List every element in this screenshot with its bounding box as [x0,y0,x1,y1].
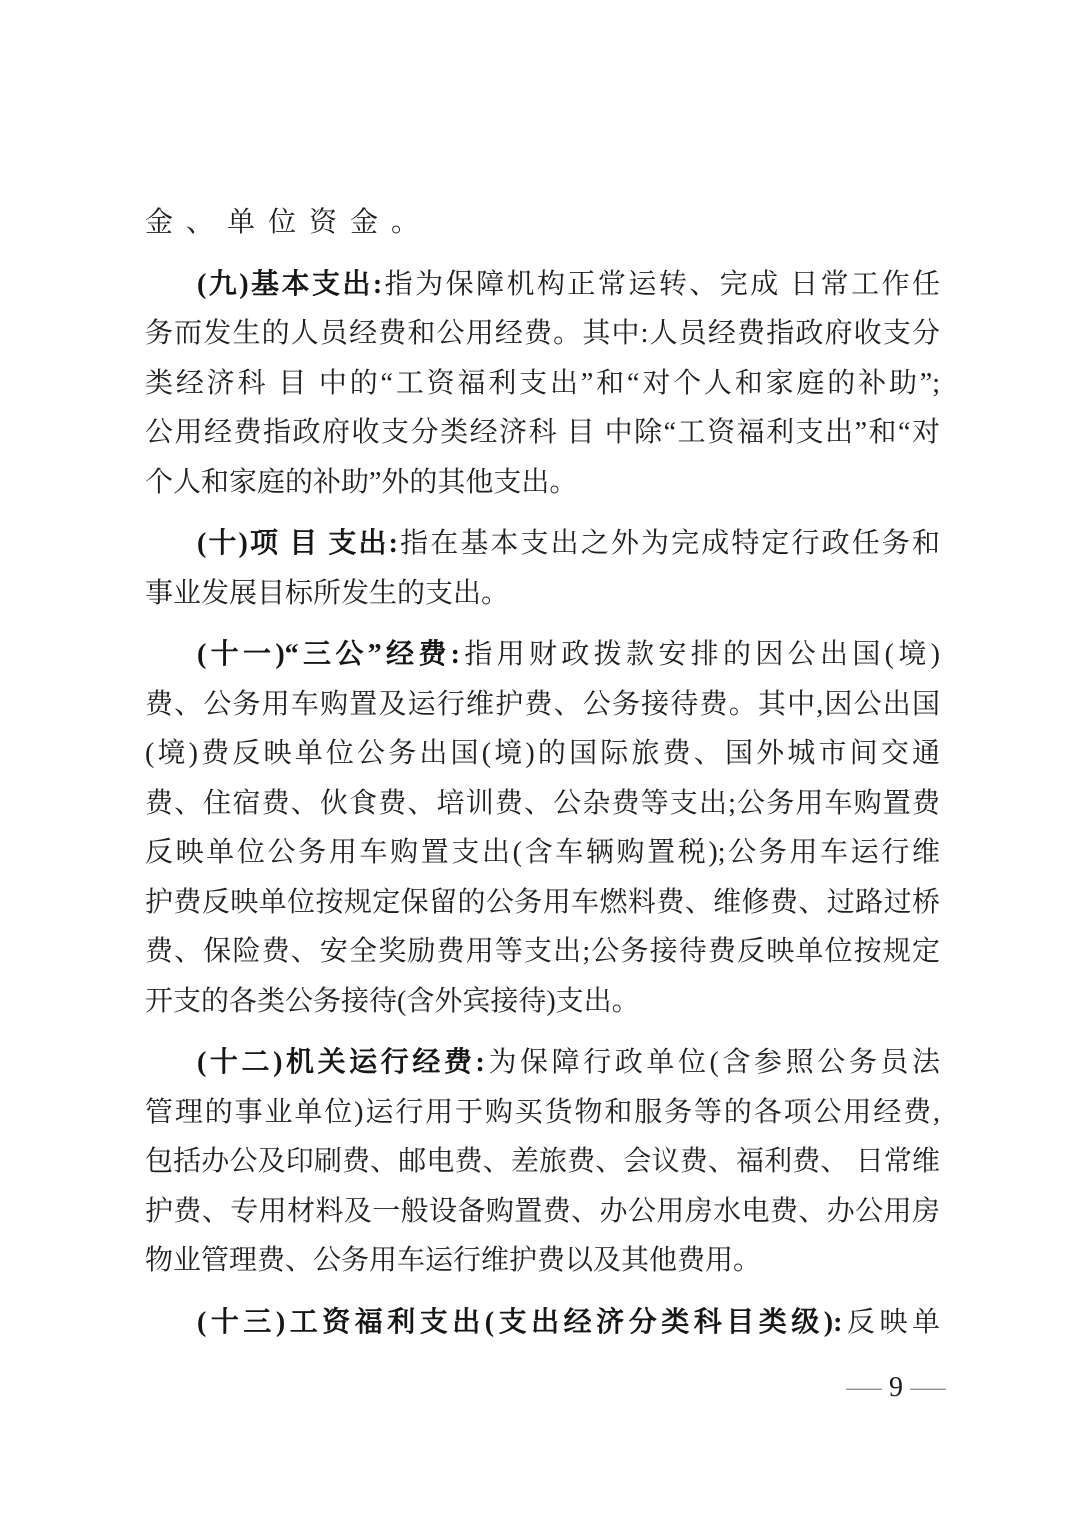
bold-section-lead: (十一)“三公”经费: [197,639,460,670]
text-paragraph [145,198,940,248]
bold-section-lead: (九)基本支出: [197,268,383,300]
text-paragraph [145,1038,940,1286]
text-line [145,1137,940,1187]
text-line [145,569,940,619]
text-paragraph [145,1298,940,1348]
bold-section-lead: (十二)机关运行经费: [197,1047,485,1078]
text-line [145,309,940,359]
line-text: (境)费反映单位公务出国(境)的国际旅费、国外城市间交通 [145,738,940,769]
text-line [145,927,940,977]
line-text: 管理的事业单位)运行用于购买货物和服务等的各项公用经费, [145,1096,940,1128]
text-line [145,680,940,730]
line-text: 事业发展目标所发生的支出。 [145,577,510,609]
text-line [145,1236,940,1286]
line-text: 类经济科 目 中的“工资福利支出”和“对个人和家庭的补助”; [145,367,940,399]
bold-section-lead: (十)项 目 支出: [197,528,398,559]
line-text: 公用经费指政府收支分类经济科 目 中除“工资福利支出”和“对 [145,417,940,448]
text-line [145,878,940,928]
page-number-dash-left: — [846,1372,882,1403]
line-text: 务而发生的人员经费和公用经费。其中:人员经费指政府收支分 [145,318,940,349]
text-line [145,519,940,569]
text-line [145,260,940,310]
text-line [145,1088,940,1138]
text-line [145,1298,940,1348]
text-paragraph [145,519,940,618]
text-line [145,729,940,779]
text-line [145,828,940,878]
text-paragraph [145,630,940,1026]
line-text: 反映单位公务用车购置支出(含车辆购置税);公务用车运行维 [145,837,940,868]
bold-section-lead: (十三)工资福利支出(支出经济分类科目类级): [197,1306,843,1338]
line-text: 金、单位资金。 [145,207,433,238]
text-line [145,1038,940,1088]
line-text: 指为保障机构正常运转、完成 日常工作任 [382,268,940,300]
page-number-value: 9 [889,1372,903,1403]
line-text: 费、住宿费、伙食费、培训费、公杂费等支出;公务用车购置费 [145,787,940,819]
line-text: 物业管理费、公务用车运行维护费以及其他费用。 [145,1245,762,1276]
line-text: 指在基本支出之外为完成特定行政任务和 [397,528,940,559]
line-text: 反映单 [842,1306,940,1338]
page-number [846,1372,946,1404]
line-text: 为保障行政单位(含参照公务员法 [484,1047,940,1078]
line-text: 护费反映单位按规定保留的公务用车燃料费、维修费、过路过桥 [145,886,940,918]
text-line [145,630,940,680]
line-text: 指用财政拨款安排的因公出国(境) [459,639,940,670]
page-number-dash-right: — [910,1372,946,1403]
text-paragraph [145,260,940,508]
line-text: 费、公务用车购置及运行维护费、公务接待费。其中,因公出国 [145,688,940,720]
text-line [145,977,940,1027]
line-text: 费、保险费、安全奖励费用等支出;公务接待费反映单位按规定 [145,936,940,967]
line-text: 个人和家庭的补助”外的其他支出。 [145,466,578,498]
line-text: 开支的各类公务接待(含外宾接待)支出。 [145,985,640,1017]
text-line [145,1187,940,1237]
text-line [145,198,940,248]
text-block [145,198,940,1347]
text-line [145,458,940,508]
text-line [145,779,940,829]
text-line [145,359,940,409]
text-line [145,408,940,458]
line-text: 护费、专用材料及一般设备购置费、办公用房水电费、办公用房 [145,1195,940,1227]
line-text: 包括办公及印刷费、邮电费、差旅费、会议费、福利费、 日常维 [145,1146,940,1177]
